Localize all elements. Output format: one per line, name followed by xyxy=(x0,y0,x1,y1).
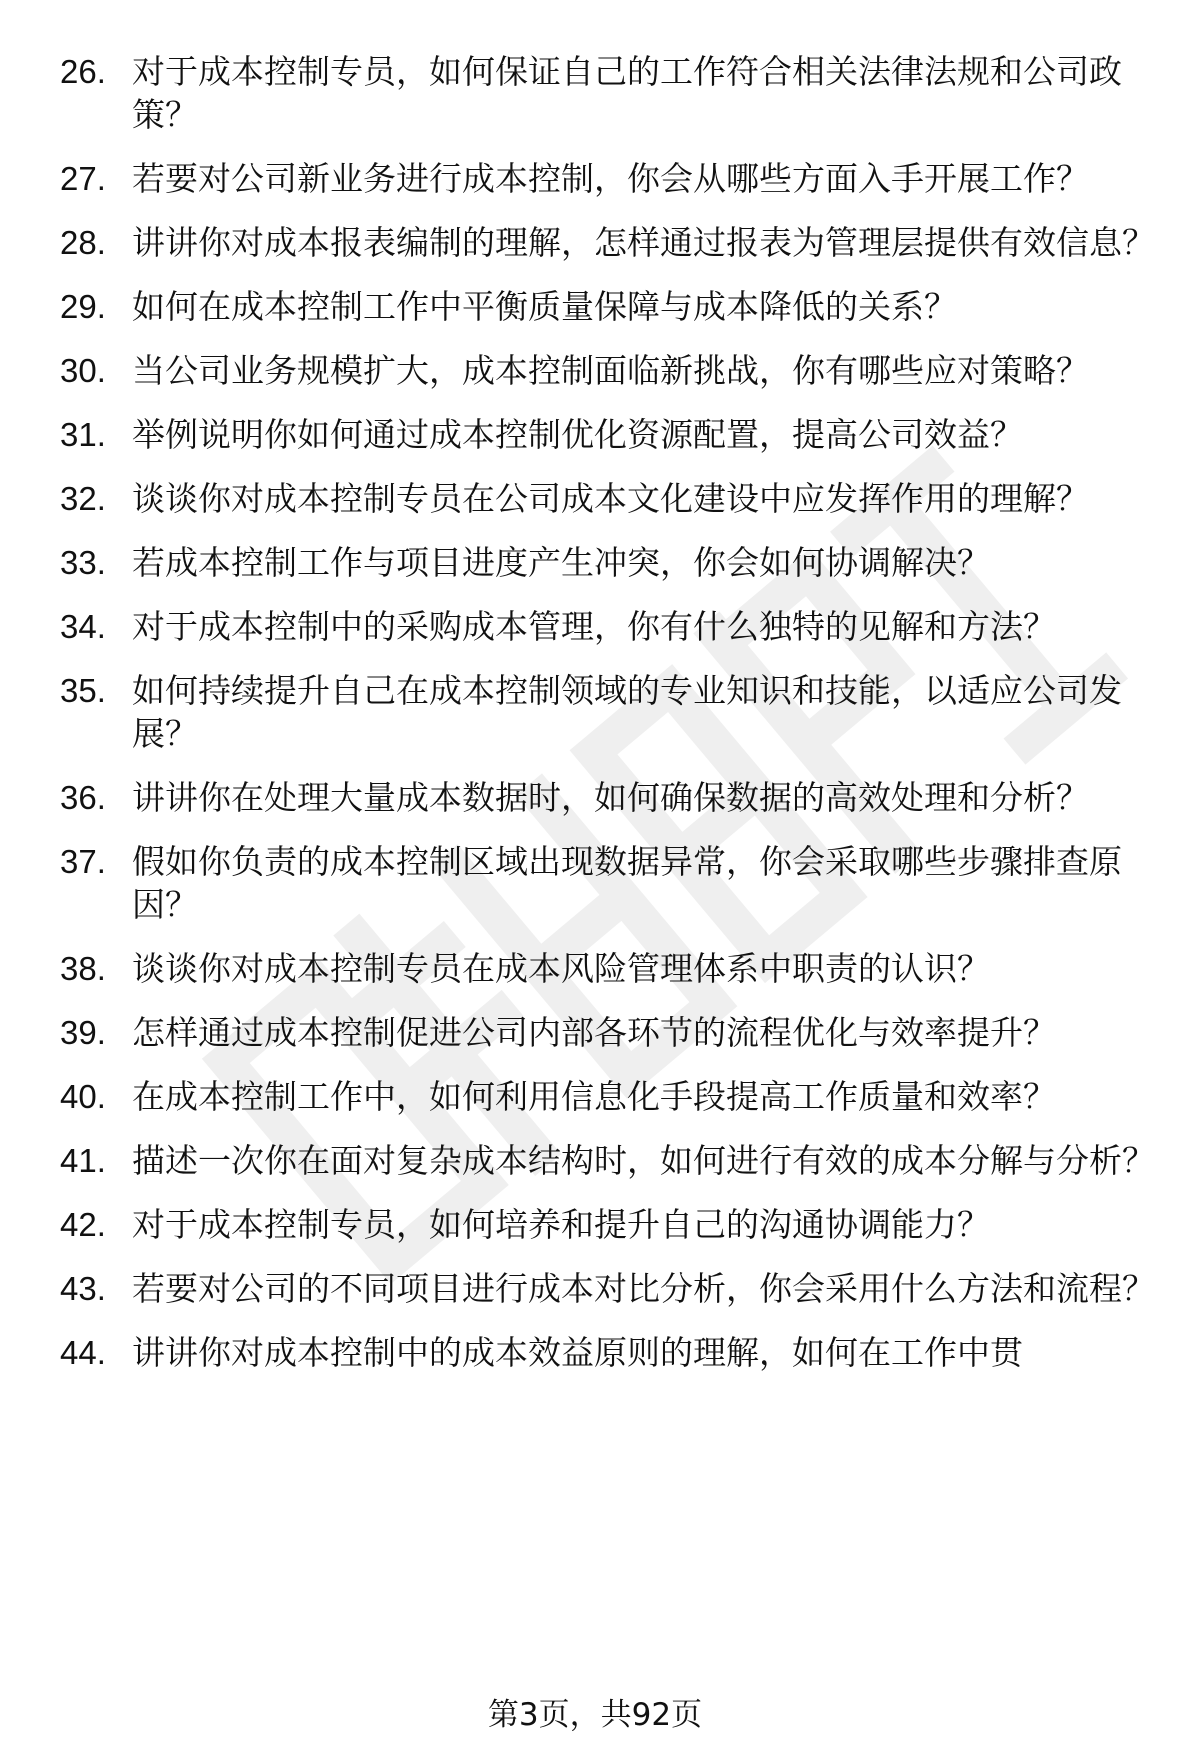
item-text: 当公司业务规模扩大，成本控制面临新挑战，你有哪些应对策略？ xyxy=(132,351,1089,390)
list-item xyxy=(60,50,1160,136)
page-number-footer: 第3页，共92页 xyxy=(487,1697,703,1733)
list-item xyxy=(60,947,1160,990)
item-text: 描述一次你在面对复杂成本结构时，如何进行有效的成本分解与分析？ xyxy=(132,1141,1155,1180)
item-number: 31. xyxy=(60,416,106,453)
item-number: 42. xyxy=(60,1206,106,1243)
list-item xyxy=(60,477,1160,520)
question-list xyxy=(60,50,1160,1395)
item-text: 对于成本控制中的采购成本管理，你有什么独特的见解和方法？ xyxy=(132,607,1056,646)
item-number: 43. xyxy=(60,1270,106,1307)
item-number: 36. xyxy=(60,779,106,816)
item-text: 讲讲你对成本报表编制的理解，怎样通过报表为管理层提供有效信息？ xyxy=(132,223,1155,262)
list-item xyxy=(60,221,1160,264)
item-text: 在成本控制工作中，如何利用信息化手段提高工作质量和效率？ xyxy=(132,1077,1056,1116)
item-number: 39. xyxy=(60,1014,106,1051)
list-item xyxy=(60,349,1160,392)
item-text: 如何在成本控制工作中平衡质量保障与成本降低的关系？ xyxy=(132,287,957,326)
list-item xyxy=(60,776,1160,819)
list-item xyxy=(60,157,1160,200)
list-item xyxy=(60,840,1160,926)
item-text: 如何持续提升自己在成本控制领域的专业知识和技能，以适应公司发展？ xyxy=(132,671,1122,753)
item-text: 假如你负责的成本控制区域出现数据异常，你会采取哪些步骤排查原因？ xyxy=(132,842,1122,924)
item-number: 38. xyxy=(60,950,106,987)
item-text: 讲讲你对成本控制中的成本效益原则的理解，如何在工作中贯 xyxy=(132,1333,1023,1372)
list-item xyxy=(60,1139,1160,1182)
item-text: 谈谈你对成本控制专员在公司成本文化建设中应发挥作用的理解？ xyxy=(132,479,1089,518)
item-text: 讲讲你在处理大量成本数据时，如何确保数据的高效处理和分析？ xyxy=(132,778,1089,817)
item-text: 若成本控制工作与项目进度产生冲突，你会如何协调解决？ xyxy=(132,543,990,582)
item-number: 27. xyxy=(60,160,106,197)
list-item xyxy=(60,1203,1160,1246)
list-item xyxy=(60,285,1160,328)
list-item xyxy=(60,1331,1160,1374)
item-text: 对于成本控制专员，如何保证自己的工作符合相关法律法规和公司政策？ xyxy=(132,52,1122,134)
item-number: 34. xyxy=(60,608,106,645)
item-number: 26. xyxy=(60,53,106,90)
item-text: 怎样通过成本控制促进公司内部各环节的流程优化与效率提升？ xyxy=(132,1013,1056,1052)
item-text: 若要对公司新业务进行成本控制，你会从哪些方面入手开展工作？ xyxy=(132,159,1089,198)
item-number: 32. xyxy=(60,480,106,517)
item-number: 37. xyxy=(60,843,106,880)
list-item xyxy=(60,1267,1160,1310)
item-number: 44. xyxy=(60,1334,106,1371)
item-number: 41. xyxy=(60,1142,106,1179)
list-item xyxy=(60,669,1160,755)
list-item xyxy=(60,605,1160,648)
item-number: 29. xyxy=(60,288,106,325)
item-number: 40. xyxy=(60,1078,106,1115)
item-number: 30. xyxy=(60,352,106,389)
item-number: 28. xyxy=(60,224,106,261)
item-text: 谈谈你对成本控制专员在成本风险管理体系中职责的认识？ xyxy=(132,949,990,988)
item-text: 对于成本控制专员，如何培养和提升自己的沟通协调能力？ xyxy=(132,1205,990,1244)
item-number: 35. xyxy=(60,672,106,709)
item-text: 若要对公司的不同项目进行成本对比分析，你会采用什么方法和流程？ xyxy=(132,1269,1155,1308)
item-text: 举例说明你如何通过成本控制优化资源配置，提高公司效益？ xyxy=(132,415,1023,454)
list-item xyxy=(60,541,1160,584)
list-item xyxy=(60,1075,1160,1118)
item-number: 33. xyxy=(60,544,106,581)
list-item xyxy=(60,413,1160,456)
list-item xyxy=(60,1011,1160,1054)
